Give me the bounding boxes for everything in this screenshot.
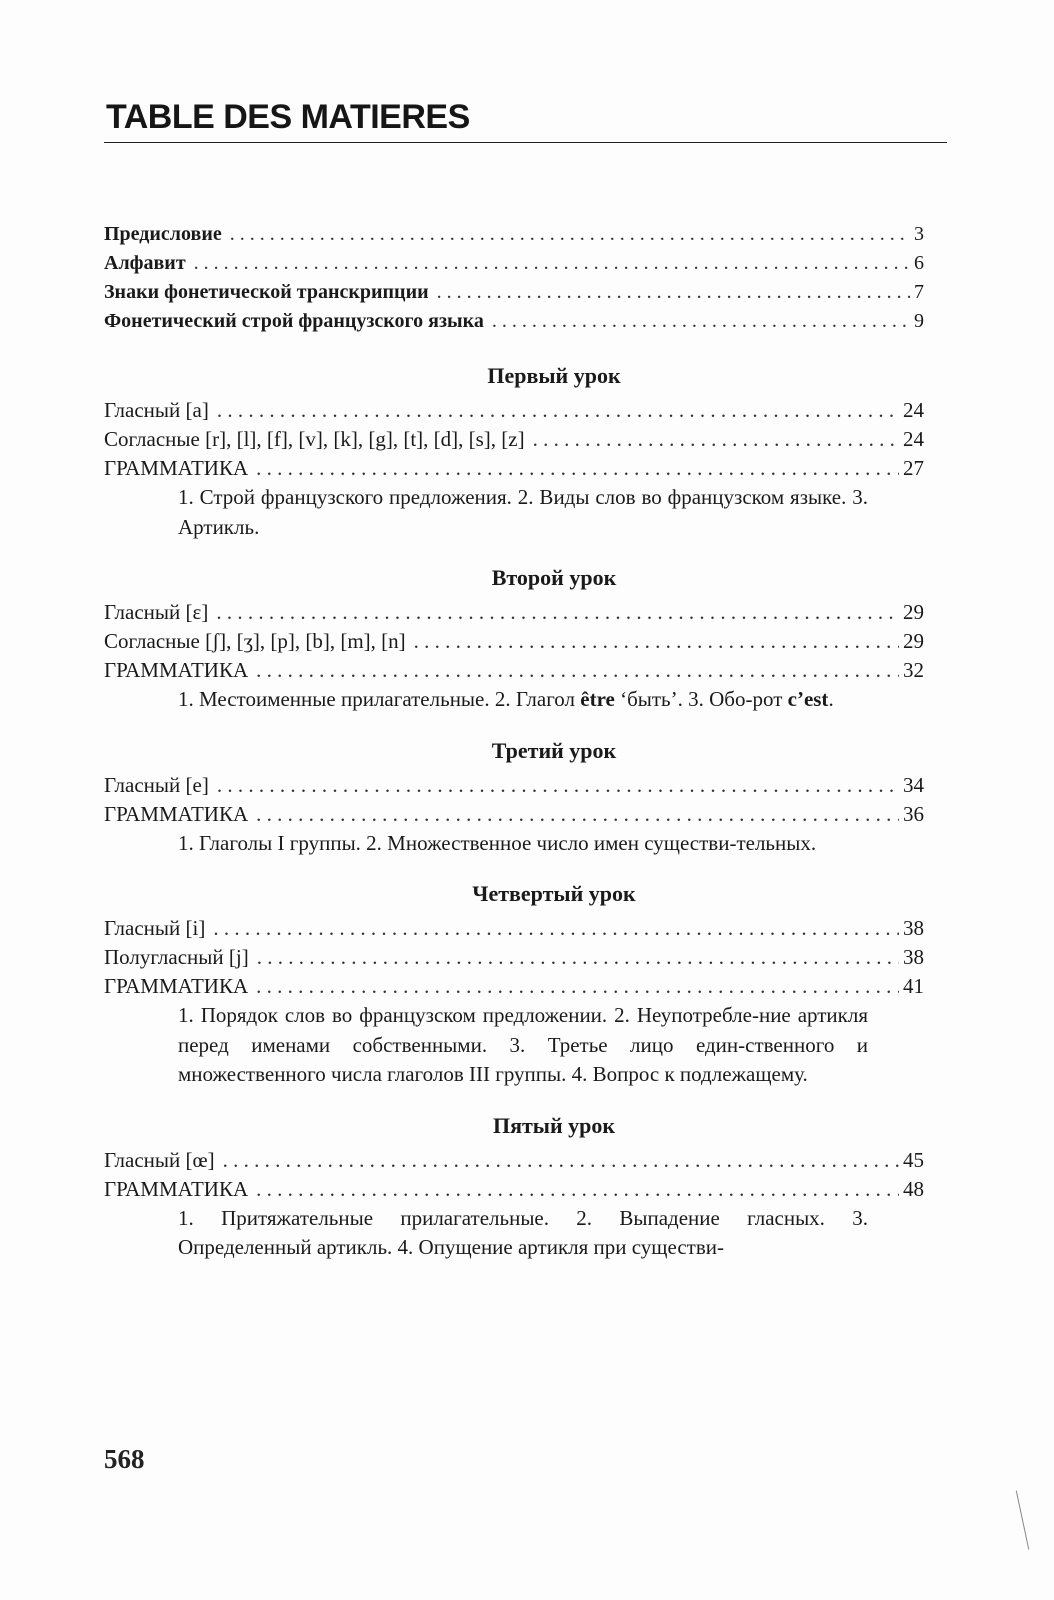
toc-entry-label: Гласный [œ] <box>104 1147 215 1172</box>
toc-entry-page: 7 <box>914 281 924 303</box>
toc-entry-label: Алфавит <box>104 252 186 274</box>
toc-entry[interactable] <box>104 972 924 1001</box>
grammar-topics <box>178 829 868 859</box>
toc-entry[interactable] <box>104 249 924 278</box>
toc-entry-label: ГРАММАТИКА <box>104 974 249 998</box>
toc-entry-label: Согласные [ʃ], [ʒ], [p], [b], [m], [n] <box>104 629 406 653</box>
topics-text: ‘быть’. 3. Обо-рот <box>614 687 788 711</box>
scan-edge-mark <box>1016 1491 1029 1550</box>
topics-text: 1. Местоименные прилагательные. 2. Глагол <box>178 687 581 711</box>
toc-entry[interactable] <box>104 656 924 685</box>
toc-entry[interactable] <box>104 278 924 307</box>
toc-entry-page: 38 <box>903 945 924 969</box>
topics-text: 1. Глаголы I группы. 2. Множественное число имен существи-тельных. <box>178 830 817 855</box>
lesson-section <box>104 879 924 1090</box>
toc-entry-page: 24 <box>903 398 924 422</box>
dot-leader <box>257 943 899 972</box>
topics-term: être <box>580 687 615 711</box>
lesson-heading: Первый урок <box>487 363 621 388</box>
toc-entry[interactable] <box>104 800 924 829</box>
dot-leader <box>223 1146 899 1175</box>
front-matter-section <box>104 220 924 336</box>
toc-entry-page: 24 <box>903 427 924 451</box>
grammar-topics <box>178 1204 868 1263</box>
toc-entry[interactable] <box>104 396 924 425</box>
toc-entry-page: 29 <box>903 600 924 624</box>
toc-entry-label: Гласный [e] <box>104 772 209 797</box>
toc-entry-label: Знаки фонетической транскрипции <box>104 281 429 303</box>
toc-entry-page: 45 <box>903 1147 924 1172</box>
grammar-topics <box>178 1001 868 1090</box>
toc-entry[interactable] <box>104 1175 924 1204</box>
topics-text: 1. Притяжательные прилагательные. 2. Выпадение гласных. 3. Определенный артикль. 4. Опущение артикля при существи- <box>178 1205 868 1259</box>
dot-leader <box>194 249 910 278</box>
dot-leader <box>256 454 899 483</box>
dot-leader <box>437 278 910 307</box>
toc-entry-label: Гласный [ɛ] <box>104 600 209 624</box>
toc-entry[interactable] <box>104 943 924 972</box>
lesson-heading: Пятый урок <box>492 1112 616 1138</box>
toc-entry-page: 9 <box>914 310 924 332</box>
dot-leader <box>217 396 899 425</box>
toc-entry[interactable] <box>104 307 924 336</box>
dot-leader <box>414 627 899 656</box>
toc-entry[interactable] <box>104 914 924 943</box>
topics-text: . <box>828 687 834 711</box>
lesson-heading: Второй урок <box>491 565 617 590</box>
table-of-contents <box>104 220 924 1263</box>
topics-text: 1. Строй французского предложения. 2. Виды слов во французском языке. 3. Артикль. <box>178 485 868 539</box>
dot-leader <box>492 307 910 336</box>
toc-entry-page: 34 <box>903 772 924 797</box>
toc-entry-label: ГРАММАТИКА <box>104 801 249 826</box>
dot-leader <box>213 914 899 943</box>
toc-entry[interactable] <box>104 220 924 249</box>
toc-entry-label: Согласные [r], [l], [f], [v], [k], [g], [t], [d], [s], [z] <box>104 427 525 451</box>
toc-entry-page: 3 <box>914 223 924 245</box>
toc-entry-label: Гласный [i] <box>104 916 206 940</box>
toc-entry-page: 6 <box>914 252 924 274</box>
topics-term: c’est <box>787 687 829 711</box>
toc-entry[interactable] <box>104 771 924 800</box>
toc-entry-label: ГРАММАТИКА <box>104 658 249 682</box>
toc-entry-page: 48 <box>903 1176 924 1201</box>
toc-entry-label: Фонетический строй французского языка <box>104 310 484 332</box>
toc-entry[interactable] <box>104 627 924 656</box>
toc-entry-page: 27 <box>903 456 924 480</box>
topics-text: 1. Порядок слов во французском предложении. 2. Неупотребле-ние артикля перед именами собственными. 3. Третье лицо един-ственного и множественного числа глаголов III группы. 4. Вопрос к подлежащему. <box>178 1003 868 1086</box>
dot-leader <box>256 972 899 1001</box>
dot-leader <box>230 220 910 249</box>
dot-leader <box>256 656 899 685</box>
dot-leader <box>217 771 899 800</box>
toc-entry[interactable] <box>104 1146 924 1175</box>
lesson-section <box>104 563 924 715</box>
toc-entry-label: Полугласный [j] <box>104 945 249 969</box>
toc-entry-page: 36 <box>903 801 924 826</box>
dot-leader <box>256 800 899 829</box>
dot-leader <box>216 598 899 627</box>
dot-leader <box>256 1175 899 1204</box>
toc-entry-label: Предисловие <box>104 223 222 245</box>
dot-leader <box>533 425 899 454</box>
toc-entry-label: ГРАММАТИКА <box>104 1176 249 1201</box>
page-title: TABLE DES MATIERES <box>106 98 470 136</box>
page-number: 568 <box>104 1444 145 1474</box>
toc-entry-page: 29 <box>903 629 924 653</box>
grammar-topics <box>178 685 868 715</box>
toc-entry[interactable] <box>104 454 924 483</box>
lesson-section <box>104 736 924 859</box>
toc-entry-page: 41 <box>903 974 924 998</box>
lesson-section <box>104 1111 924 1263</box>
toc-entry-label: Гласный [a] <box>104 398 209 422</box>
toc-entry-page: 38 <box>903 916 924 940</box>
lesson-heading: Третий урок <box>491 737 617 763</box>
title-rule <box>104 142 947 143</box>
toc-entry[interactable] <box>104 598 924 627</box>
toc-entry-label: ГРАММАТИКА <box>104 456 249 480</box>
lesson-section <box>104 361 924 542</box>
toc-entry[interactable] <box>104 425 924 454</box>
grammar-topics <box>178 483 868 542</box>
lesson-heading: Четвертый урок <box>472 881 636 906</box>
toc-entry-page: 32 <box>903 658 924 682</box>
